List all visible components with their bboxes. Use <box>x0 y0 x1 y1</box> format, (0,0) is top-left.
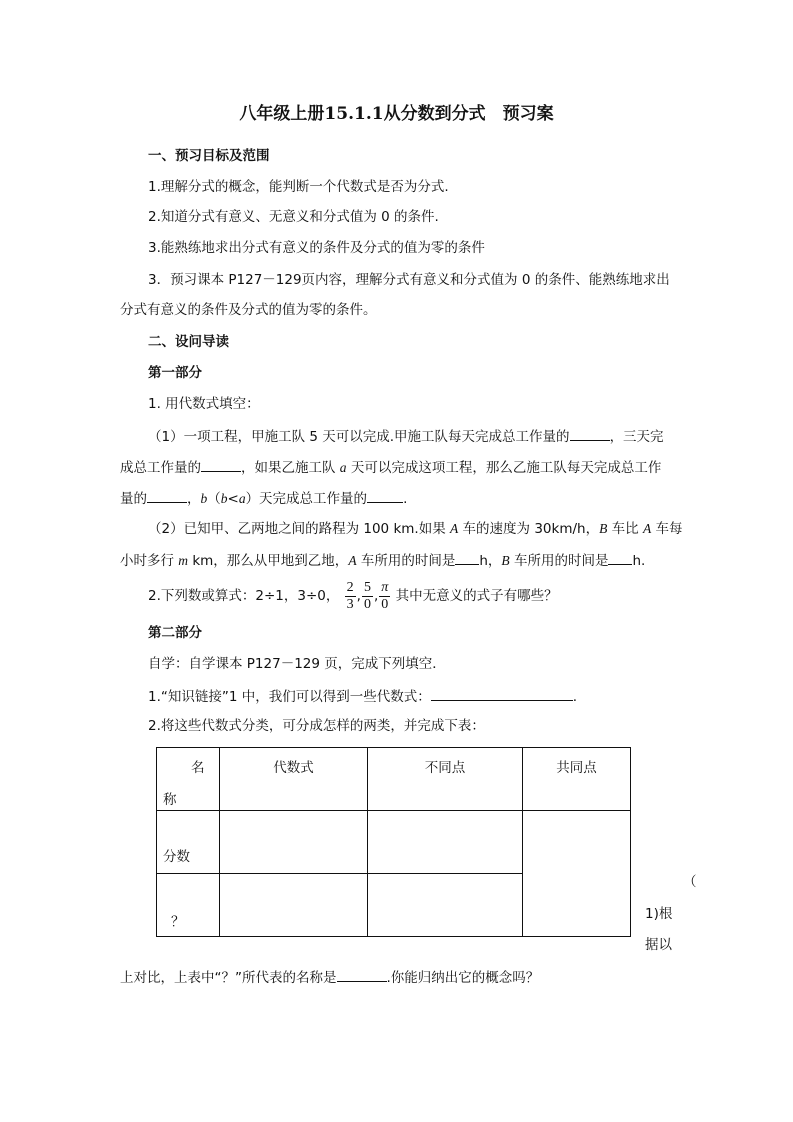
page-title: 八年级上册15.1.1从分数到分式 预习案 <box>239 104 554 124</box>
row-fraction-label: 分数 <box>157 811 220 874</box>
section-heading-guide: 二、设问导读 <box>148 334 229 350</box>
header-expression: 代数式 <box>220 748 368 811</box>
fraction-2-3: $\frac{2}{3}$ <box>346 579 354 612</box>
goal-item-4: 3．预习课本 P127－129页内容，理解分式有意义和分式值为 0 的条件、能熟练地求出 <box>148 272 670 288</box>
fraction-5-0: $\frac{5}{0}$ <box>363 579 371 612</box>
question-2: 2.下列数或算式：2÷1，3÷0， $\frac{2}{3}$ , $\frac{5}{0}$ , $\frac{\pi}{0}$ 其中无意义的式子有哪些？ <box>148 579 558 612</box>
answer-blank[interactable] <box>431 686 573 701</box>
fraction-pi-0: $\frac{\pi}{0}$ <box>381 579 389 612</box>
side-text-1: 1)根 <box>645 906 673 922</box>
q1a-line2: 成总工作量的 ，如果乙施工队 a 天可以完成这项工程，那么乙施工队每天完成总工作 <box>120 457 661 478</box>
side-paren: （ <box>683 874 697 890</box>
cell-unknown-difference[interactable] <box>368 874 523 937</box>
part2-question-1: 1.“知识链接”1 中，我们可以得到一些代数式： . <box>148 686 577 707</box>
q1b-line2: 小时多行 m km，那么从甲地到乙地，A 车所用的时间是 h，B 车所用的时间是 h. <box>120 550 645 571</box>
final-question: 上对比，上表中“？”所代表的名称是 .你能归纳出它的概念吗？ <box>120 967 539 988</box>
header-name-cell <box>157 748 220 811</box>
header-name-bottom: 称 <box>163 792 177 808</box>
header-name-top: 名 <box>191 760 205 776</box>
answer-blank[interactable] <box>570 426 610 441</box>
cell-fraction-difference[interactable] <box>368 811 523 874</box>
part1-heading: 第一部分 <box>148 365 202 381</box>
goal-item-2: 2.知道分式有意义、无意义和分式值为 0 的条件. <box>148 209 439 225</box>
goal-item-4-cont: 分式有意义的条件及分式的值为零的条件。 <box>120 302 377 318</box>
part2-heading: 第二部分 <box>148 625 202 641</box>
section-heading-goals: 一、预习目标及范围 <box>148 148 270 164</box>
side-text-2: 据以 <box>645 937 672 953</box>
q1a-line1: （1）一项工程，甲施工队 5 天可以完成.甲施工队每天完成总工作量的 ，三天完 <box>148 426 664 447</box>
header-common: 共同点 <box>523 748 631 811</box>
q1a-line3: 量的 ，b（b<a）天完成总工作量的 . <box>120 488 407 509</box>
goal-item-3: 3.能熟练地求出分式有意义的条件及分式的值为零的条件 <box>148 240 485 256</box>
answer-blank[interactable] <box>147 488 187 503</box>
header-difference: 不同点 <box>368 748 523 811</box>
answer-blank[interactable] <box>608 550 632 565</box>
goal-item-1: 1.理解分式的概念，能判断一个代数式是否为分式. <box>148 179 449 195</box>
row-unknown-label: ？ <box>157 874 220 937</box>
self-study-text: 自学：自学课本 P127－129 页，完成下列填空． <box>148 656 446 672</box>
answer-blank[interactable] <box>455 550 479 565</box>
answer-blank[interactable] <box>201 457 241 472</box>
cell-common[interactable] <box>523 811 631 937</box>
cell-unknown-expression[interactable] <box>220 874 368 937</box>
q1b-line1: （2）已知甲、乙两地之间的路程为 100 km.如果 A 车的速度为 30km/h，B 车比 A 车每 <box>148 521 683 537</box>
answer-blank[interactable] <box>367 488 403 503</box>
classification-table <box>156 747 631 937</box>
cell-fraction-expression[interactable] <box>220 811 368 874</box>
question-1: 1. 用代数式填空： <box>148 396 260 412</box>
answer-blank[interactable] <box>337 967 387 982</box>
part2-question-2: 2.将这些代数式分类，可分成怎样的两类，并完成下表： <box>148 718 485 734</box>
